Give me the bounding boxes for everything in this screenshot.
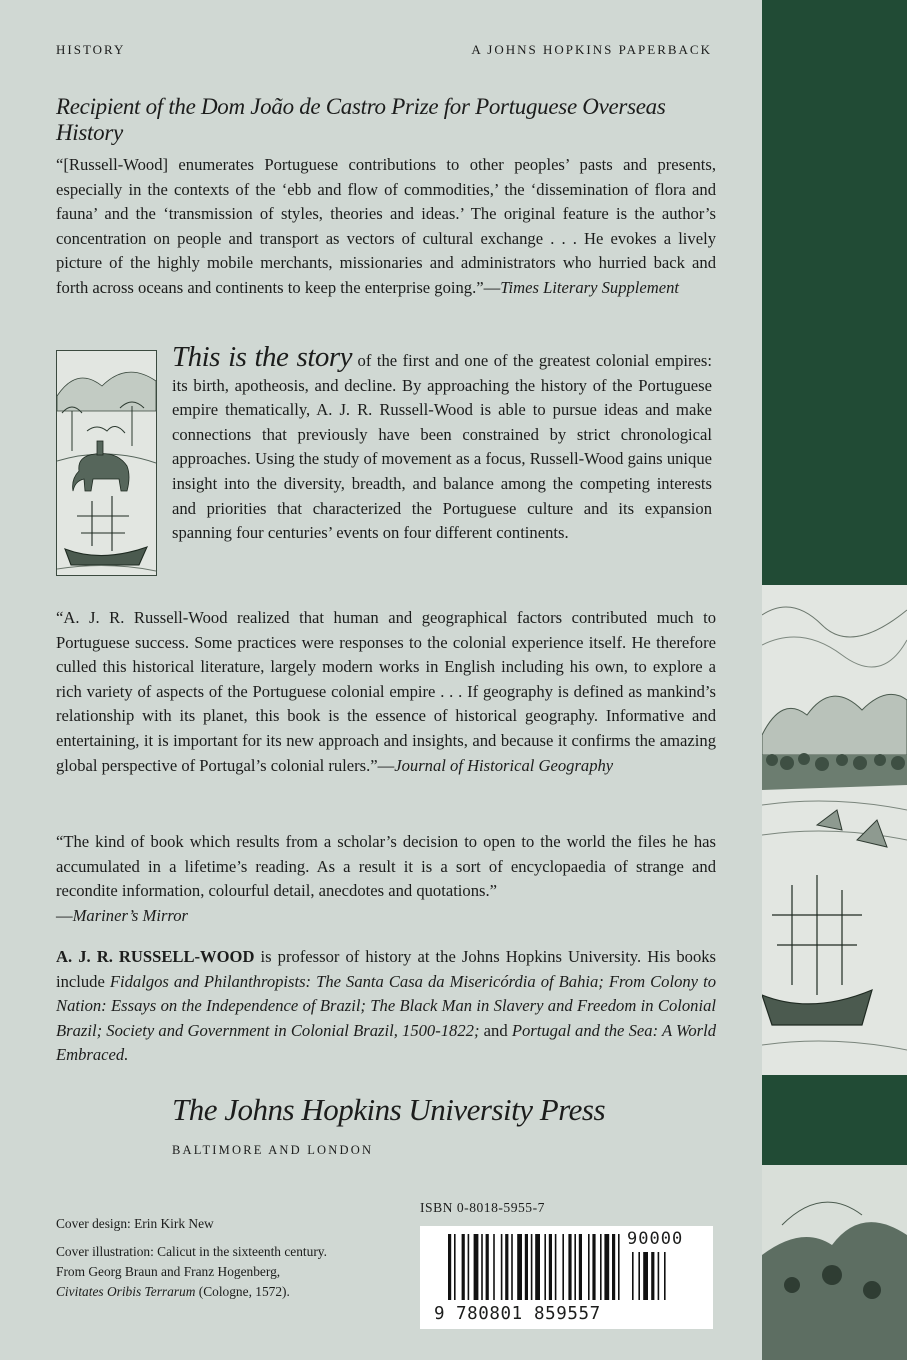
quote-source: Times Literary Supplement bbox=[500, 277, 680, 297]
barcode-bar bbox=[517, 1234, 522, 1300]
credit-line-2: From Georg Braun and Franz Hogenberg, bbox=[56, 1264, 281, 1279]
quote-text: “A. J. R. Russell-Wood realized that human and geographical factors contributed much to Portuguese success. Some practices were responses to the colonial experience itself. He therefore culled this historical literature, largely modern works in English including his own, to explore a rich variety of aspects of the Portuguese colonial empire . . . If geography is defined as mankind’s relationship with its planet, this book is the essence of historical geography. Informative and entertaining, it is important for its new approach and insights, and because it confirms the amazing global perspective of Portugal’s colonial rulers.”— bbox=[56, 608, 716, 775]
quote-source: Journal of Historical Geography bbox=[394, 755, 614, 775]
credit-line-1: Cover illustration: Calicut in the sixteenth century. bbox=[56, 1244, 327, 1259]
price-barcode-bar bbox=[651, 1252, 654, 1300]
story-lead: This is the story bbox=[172, 341, 353, 373]
book-description bbox=[172, 341, 712, 546]
barcode-bar bbox=[525, 1234, 528, 1300]
barcode-bar bbox=[486, 1234, 489, 1300]
barcode-bar bbox=[511, 1234, 513, 1300]
review-quote-tls bbox=[56, 153, 716, 301]
elephant-ship-illustration bbox=[56, 350, 157, 576]
barcode-bar bbox=[468, 1234, 470, 1300]
cover-illustration-credit bbox=[56, 1242, 327, 1302]
barcode-bar bbox=[493, 1234, 495, 1300]
barcode-bar bbox=[505, 1234, 508, 1300]
barcode-bar bbox=[592, 1234, 595, 1300]
author-book-last: Portugal and the Sea: A World Embraced. bbox=[56, 1020, 717, 1065]
barcode-bar bbox=[454, 1234, 456, 1300]
cover-illustration-detail bbox=[762, 585, 907, 1075]
cover-design-credit: Cover design: Erin Kirk New bbox=[56, 1216, 214, 1231]
barcode-bar bbox=[579, 1234, 582, 1300]
barcode-bar bbox=[555, 1234, 557, 1300]
barcode-bar bbox=[474, 1234, 479, 1300]
author-name: A. J. R. RUSSELL-WOOD bbox=[56, 947, 255, 966]
barcode-bar bbox=[600, 1234, 602, 1300]
credit-tail: (Cologne, 1572). bbox=[195, 1284, 290, 1299]
barcode-bar bbox=[574, 1234, 576, 1300]
price-barcode-bar bbox=[643, 1252, 648, 1300]
barcode-bar bbox=[501, 1234, 503, 1300]
price-barcode-bar bbox=[632, 1252, 634, 1300]
author-books: Fidalgos and Philanthropists: The Santa Casa da Misericórdia of Bahia; From Colony to Nation: Essays on the Independence of Brazil; The Black Man in Slavery and Freedom in Colonial Brazil; Society and Government in Colonial Brazil, 1500-1822; bbox=[56, 971, 716, 1040]
category-label: HISTORY bbox=[56, 42, 126, 57]
publisher-cities: BALTIMORE AND LONDON bbox=[172, 1143, 374, 1157]
barcode-bar bbox=[604, 1234, 609, 1300]
story-text: of the first and one of the greatest colonial empires: its birth, apotheosis, and decline. By approaching the history of the Portuguese empire thematically, A. J. R. Russell-Wood is able to pursue ideas and make connections that previously have been constrained by strict chronological approaches. Using the study of movement as a focus, Russell-Wood gains unique insight into the diversity, breadth, and balance among the competing interests and priorities that characterized the Portuguese culture and its expansion spanning four centuries’ events on four different continents. bbox=[172, 351, 712, 543]
review-quote-jhg bbox=[56, 606, 716, 778]
barcode-bar bbox=[535, 1234, 540, 1300]
barcode-bar bbox=[612, 1234, 615, 1300]
price-barcode-bar bbox=[664, 1252, 666, 1300]
isbn-number: ISBN 0-8018-5955-7 bbox=[420, 1200, 545, 1215]
author-and: and bbox=[479, 1020, 512, 1040]
barcode-bar bbox=[568, 1234, 571, 1300]
quote-text: “The kind of book which results from a scholar’s decision to open to the world the files he has accumulated in a lifetime’s reading. As a result it is a sort of encyclopaedia of strange and recondite information, colourful detail, anecdotes and quotations.” bbox=[56, 832, 716, 901]
barcode-bar bbox=[531, 1234, 533, 1300]
series-label: A JOHNS HOPKINS PAPERBACK bbox=[471, 42, 712, 57]
prize-statement: Recipient of the Dom João de Castro Prize for Portuguese Overseas History bbox=[56, 94, 666, 145]
publisher-name: The Johns Hopkins University Press bbox=[172, 1092, 606, 1127]
ean-digits: 780801 859557 bbox=[456, 1304, 601, 1324]
cover-illustration-detail-lower bbox=[762, 1165, 907, 1360]
quote-source: Mariner’s Mirror bbox=[72, 905, 188, 925]
barcode-bar bbox=[481, 1234, 483, 1300]
barcode-bar bbox=[544, 1234, 546, 1300]
ean-first-digit: 9 bbox=[434, 1304, 445, 1324]
price-barcode-bar bbox=[638, 1252, 640, 1300]
credit-title: Civitates Oribis Terrarum bbox=[56, 1284, 196, 1299]
review-quote-mariners bbox=[56, 830, 716, 928]
barcode-bar bbox=[618, 1234, 620, 1300]
barcode-bar bbox=[562, 1234, 564, 1300]
price-code: 90000 bbox=[627, 1229, 684, 1249]
barcode-bar bbox=[549, 1234, 552, 1300]
quote-dash: — bbox=[56, 905, 73, 925]
barcode-bar bbox=[462, 1234, 465, 1300]
author-intro: is professor of history at the Johns Hopkins University. His books include bbox=[56, 947, 716, 991]
barcode bbox=[420, 1226, 713, 1329]
price-barcode-bar bbox=[658, 1252, 660, 1300]
barcode-bar bbox=[588, 1234, 590, 1300]
author-bio bbox=[56, 945, 716, 1068]
quote-text: “[Russell-Wood] enumerates Portuguese contributions to other peoples’ pasts and presents, especially in the contexts of the ‘ebb and flow of commodities,’ the ‘dissemination of flora and fauna’ and the ‘transmission of styles, theories and ideas.’ The original feature is the author’s concentration on people and transport as vectors of cultural exchange . . . He evokes a lively picture of the highly mobile merchants, missionaries and administrators who hurried back and forth across oceans and continents to keep the enterprise going.”— bbox=[56, 155, 716, 297]
barcode-bar bbox=[448, 1234, 451, 1300]
